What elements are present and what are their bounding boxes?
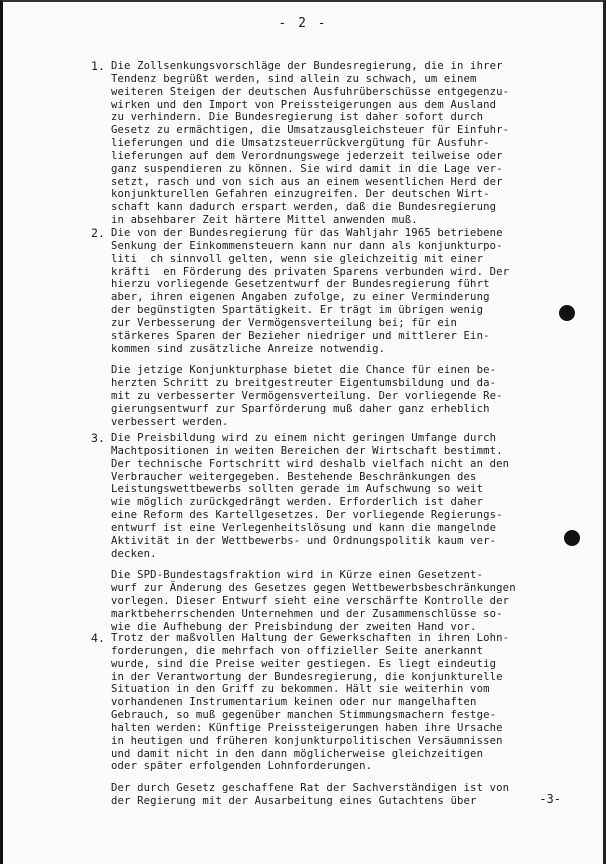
list-item — [91, 59, 567, 227]
punch-hole — [564, 530, 580, 546]
list-item — [91, 631, 567, 808]
list-item — [91, 226, 567, 429]
item-number: 2. — [91, 226, 105, 240]
page-number-top: - 2 - — [278, 16, 328, 31]
item-paragraph: Die von der Bundesregierung für das Wahljahr 1965 betriebene Senkung der Einkommensteuern kann nur dann als konjunkturpo- liti ch sinnvoll gelten, wenn sie gleichzeitig mit einer kräfti en Förderung des privaten Sparens verbunden wird. Der hierzu vorliegende Gesetzentwurf der Bundesregierung führt aber, ihren eigenen Angaben zufolge, zu einer Verminderung der begünstigten Spartätigkeit. Er trägt im übrigen wenig zur Verbesserung der Vermögensverteilung bei; für ein stärkeres Sparen der Bezieher niedriger und mittlerer Ein- kommen sind zusätzliche Anreize notwendig. — [111, 227, 510, 355]
item-paragraph: Trotz der maßvollen Haltung der Gewerkschaften in ihren Lohn- forderungen, die mehrfach von offizieller Seite anerkannt wurde, sind die Preise weiter gestiegen. Es liegt eindeutig in der Verantwortung der Bundesregierung, die konjunkturelle Situation in den Griff zu bekommen. Hält sie weiterhin vom vorhandenen Instrumentarium keinen oder nur mangelhaften Gebrauch, so muß gegenüber manchen Stimmungsmachern festge- halten werden: Künftige Preissteigerungen haben ihre Ursache in heutigen und früheren konjunkturpolitischen Versäumnissen und damit nicht in den dann möglicherweise gleichzeitigen oder später erfolgenden Lohnforderungen. — [111, 632, 510, 773]
item-paragraph: Die Preisbildung wird zu einem nicht geringen Umfange durch Machtpositionen in weiten Bereichen der Wirtschaft bestimmt. Der technische Fortschritt wird deshalb vielfach nicht an den Verbraucher weitergegeben. Bestehende Beschränkungen des Leistungswettbewerbs sollten gerade im Aufschwung so weit wie möglich zurückgedrängt werden. Erforderlich ist daher eine Reform des Kartellgesetzes. Der vorliegende Regierungs- entwurf ist eine Verlegenheitslösung und kann die mangelnde Aktivität in der Wettbewerbs- und Ordnungspolitik kaum ver- decken. — [111, 432, 510, 560]
item-paragraph: Die Zollsenkungsvorschläge der Bundesregierung, die in ihrer Tendenz begrüßt werden, sind allein zu schwach, um einem weiteren Steigen der deutschen Ausfuhrüberschüsse entgegenzu- wirken und den Import von Preissteigerungen aus dem Ausland zu verhindern. Die Bundesregierung ist daher sofort durch Gesetz zu ermächtigen, die Umsatzausgleichsteuer für Einfuhr- lieferungen und die Umsatzsteuerrückvergütung für Ausfuhr- lieferungen auf dem Verordnungswege jederzeit teilweise oder ganz suspendieren zu können. Sie wird damit in die Lage ver- setzt, rasch und von sich aus an einem wesentlichen Herd der konjunkturellen Gefahren einzugreifen. Der deutschen Wirt- schaft kann dadurch erspart werden, daß die Bundesregierung in absehbarer Zeit härtere Mittel anwenden muß. — [111, 60, 510, 227]
item-paragraph: Die SPD-Bundestagsfraktion wird in Kürze einen Gesetzent- wurf zur Änderung des Gesetzes gegen Wettbewerbsbeschränkungen vorlegen. Dieser Entwurf sieht eine verschärfte Kontrolle der marktbeherrschenden Unternehmen und der Zusammenschlüsse so- wie die Aufhebung der Preisbindung der zweiten Hand vor. — [111, 569, 516, 633]
item-paragraph: Die jetzige Konjunkturphase bietet die Chance für einen be- herzten Schritt zu breitgestreuter Eigentumsbildung und da- mit zu verbesserter Vermögensverteilung. Der vorliegende Re- gierungsentwurf zur Sparförderung muß daher ganz erheblich verbessert werden. — [111, 364, 503, 428]
page-number-bottom: -3- — [539, 792, 561, 806]
item-number: 4. — [91, 631, 105, 645]
list-item — [91, 431, 567, 634]
item-paragraph: Der durch Gesetz geschaffene Rat der Sachverständigen ist von der Regierung mit der Ausarbeitung eines Gutachtens über — [111, 782, 510, 808]
punch-hole — [559, 305, 575, 321]
item-number: 3. — [91, 431, 105, 445]
item-number: 1. — [91, 59, 105, 73]
faded-footer-print — [123, 828, 433, 837]
